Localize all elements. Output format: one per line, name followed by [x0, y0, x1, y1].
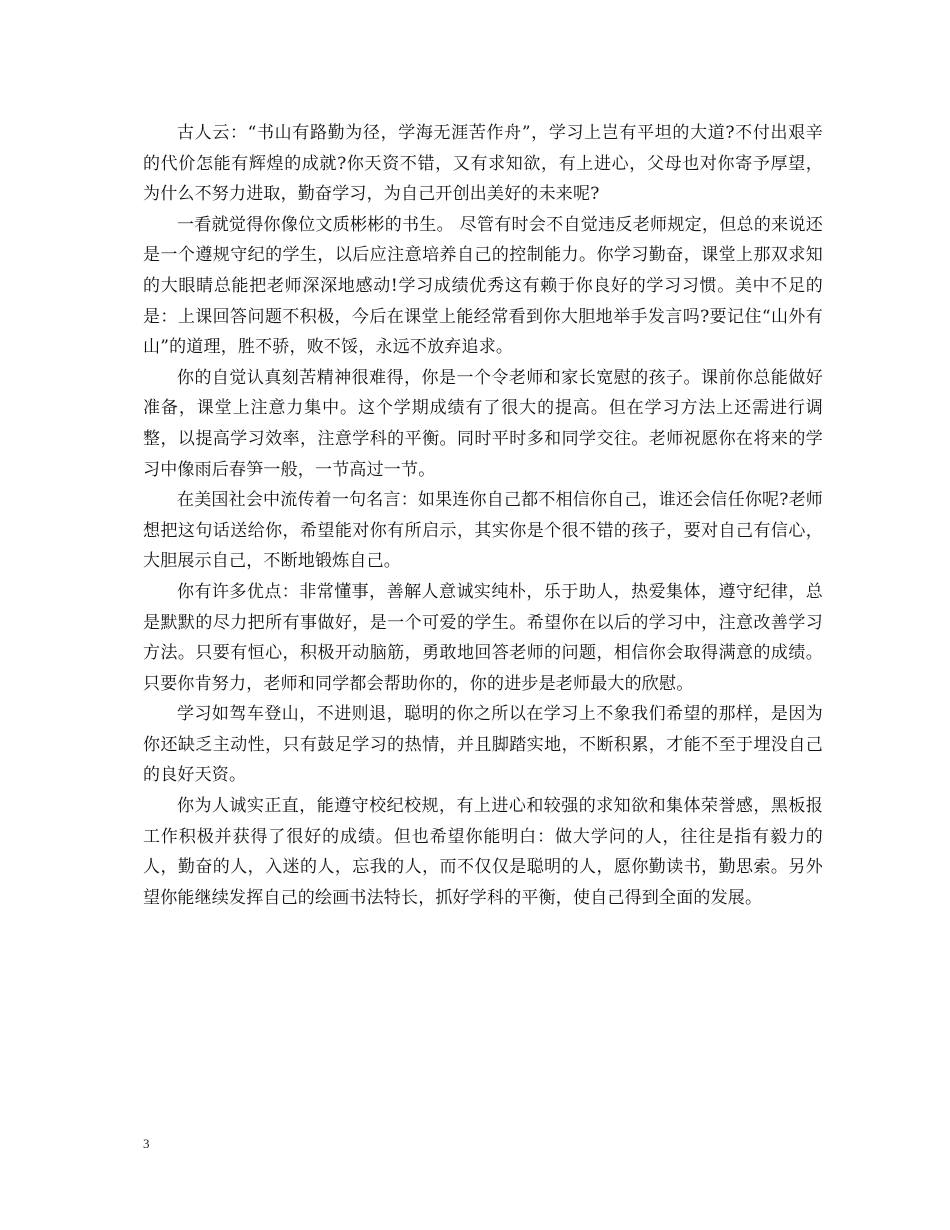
paragraph-4: 在美国社会中流传着一句名言：如果连你自己都不相信你自己，谁还会信任你呢?老师想把这句话送给你，希望能对你有所启示，其实你是个很不错的孩子，要对自己有信心，大胆展示自己，不断地锻炼自己。 [143, 490, 823, 572]
paragraph-7: 你为人诚实正直，能遵守校纪校规，有上进心和较强的求知欲和集体荣誉感，黑板报工作积极并获得了很好的成绩。但也希望你能明白：做大学问的人，往往是指有毅力的人，勤奋的人，入迷的人，忘我的人，而不仅仅是聪明的人，愿你勤读书，勤思索。另外望你能继续发挥自己的绘画书法特长，抓好学科的平衡，使自己得到全面的发展。 [143, 796, 823, 908]
paragraph-1: 古人云：“书山有路勤为径，学海无涯苦作舟”，学习上岂有平坦的大道?不付出艰辛的代价怎能有辉煌的成就?你天资不错，又有求知欲，有上进心，父母也对你寄予厚望，为什么不努力进取，勤奋学习，为自己开创出美好的未来呢? [143, 123, 823, 205]
document-body [143, 118, 823, 913]
paragraph-3: 你的自觉认真刻苦精神很难得，你是一个令老师和家长宽慰的孩子。课前你总能做好准备，课堂上注意力集中。这个学期成绩有了很大的提高。但在学习方法上还需进行调整，以提高学习效率，注意学科的平衡。同时平时多和同学交往。老师祝愿你在将来的学习中像雨后春笋一般，一节高过一节。 [143, 367, 823, 480]
paragraph-6: 学习如驾车登山，不进则退，聪明的你之所以在学习上不象我们希望的那样，是因为你还缺乏主动性，只有鼓足学习的热情，并且脚踏实地，不断积累，才能不至于埋没自己的良好天资。 [143, 704, 823, 786]
paragraph-5: 你有许多优点：非常懂事，善解人意诚实纯朴，乐于助人，热爱集体，遵守纪律，总是默默的尽力把所有事做好，是一个可爱的学生。希望你在以后的学习中，注意改善学习方法。只要有恒心，积极开动脑筋，勇敢地回答老师的问题，相信你会取得满意的成绩。只要你肯努力，老师和同学都会帮助你的，你的进步是老师最大的欣慰。 [143, 581, 823, 694]
page-number: 3 [143, 1136, 150, 1151]
paragraph-2: 一看就觉得你像位文质彬彬的书生。 尽管有时会不自觉违反老师规定，但总的来说还是一个遵规守纪的学生，以后应注意培养自己的控制能力。你学习勤奋，课堂上那双求知的大眼睛总能把老师深深地感动!学习成绩优秀这有赖于你良好的学习习惯。美中不足的是：上课回答问题不积极，今后在课堂上能经常看到你大胆地举手发言吗?要记住“山外有山”的道理，胜不骄，败不馁，永远不放弃追求。 [143, 214, 823, 358]
